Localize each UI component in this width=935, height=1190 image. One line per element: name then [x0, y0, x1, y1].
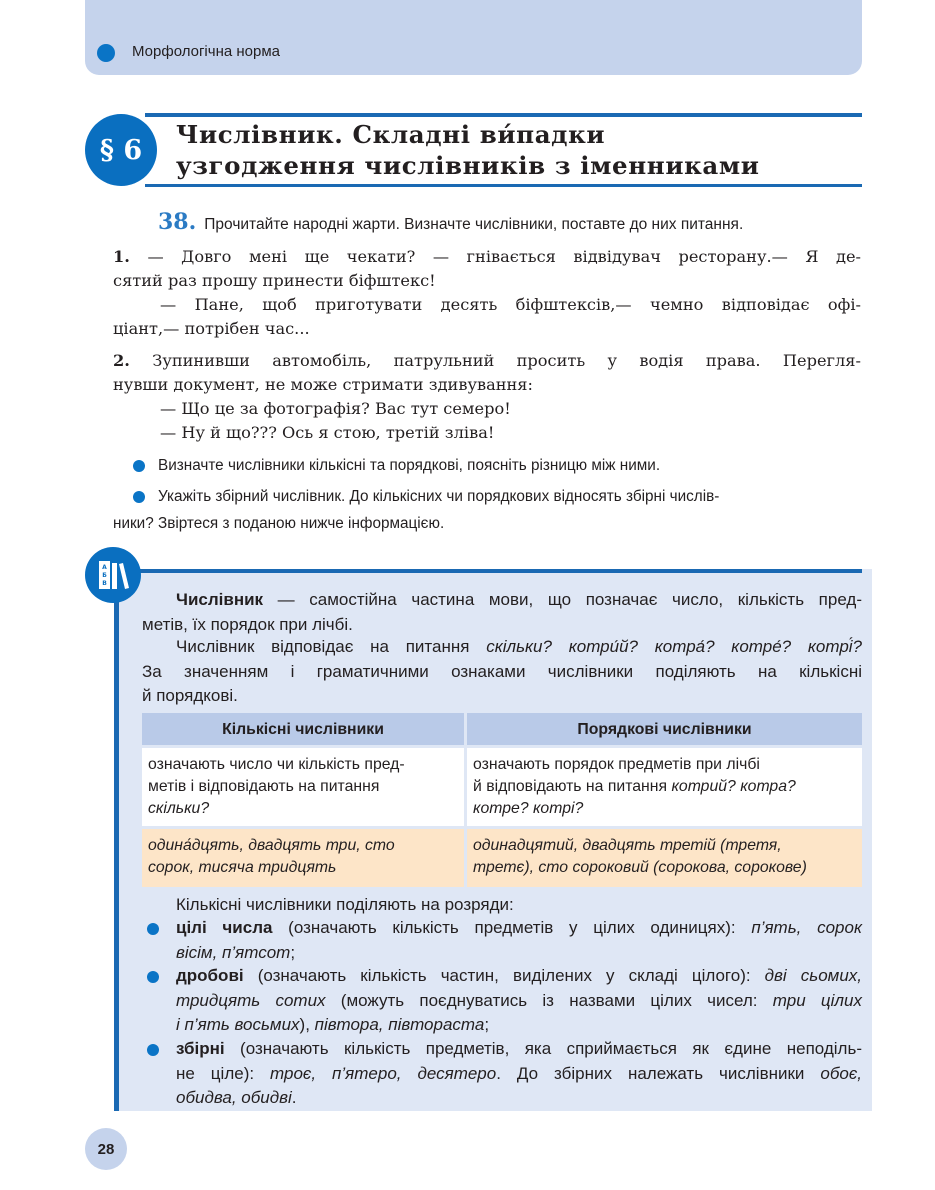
term-chyslivnyk: Числівник — [176, 590, 264, 609]
exercise-number: 38. — [158, 209, 197, 235]
kind-fractional-text3: ), — [299, 1015, 315, 1034]
page-number: 28 — [85, 1128, 127, 1170]
questions-paragraph — [142, 635, 862, 709]
table-cell — [142, 829, 464, 887]
kind-collective-text2: не ціле): — [176, 1063, 271, 1083]
info-box-rule — [138, 569, 862, 573]
kind-collective-term: збірні — [176, 1039, 225, 1058]
cell-question: котрий? котра? — [671, 778, 796, 795]
table-header-cardinal: Кількісні числівники — [142, 713, 464, 745]
kind-whole-example: п’ять, сорок — [751, 918, 862, 937]
questions-line3: й порядкові. — [142, 686, 238, 705]
kind-fractional-example: дві сьомих, — [764, 966, 862, 985]
books-abv-icon — [85, 547, 141, 603]
kind-whole: цілі числа (означають кількість предметів у цілих одиницях): п’ять, сорок вісім, п’ятсот; — [176, 918, 862, 962]
bullet-dot-icon — [147, 1044, 159, 1056]
cell-line: скільки? — [148, 800, 210, 817]
table-header-row — [142, 713, 862, 745]
section-name: Морфологічна норма — [132, 43, 281, 60]
definition-line2: метів, їх порядок при лічбі. — [142, 614, 353, 634]
kind-fractional-example5: півтора, півтораста — [314, 1015, 485, 1034]
definition-line1: — самостійна частина мови, що позначає число, кількість пред- — [263, 590, 862, 609]
cell-line: означають порядок предметів при лічбі — [473, 756, 760, 773]
table-cell — [142, 748, 464, 826]
task-1: Визначте числівники кількісні та порядкові, поясніть різницю між ними. — [158, 457, 661, 474]
bullet-dot-icon — [133, 460, 145, 472]
cell-line: котре? котрі? — [473, 800, 584, 817]
cell-line: одина́дцять, двадцять три, сто — [148, 837, 395, 854]
page-title-line2: узгодження числівників з іменниками — [176, 151, 760, 180]
exercise-instruction — [158, 209, 743, 235]
cell-line — [473, 776, 856, 798]
joke-1-number: 1. — [113, 247, 130, 266]
bullet-dot-icon — [97, 44, 115, 62]
kind-fractional-text2: (можуть поєднуватись із назвами цілих чисел: — [325, 990, 773, 1010]
questions-list: скільки? котри́й? котра́? котре́? котрі́? — [486, 637, 863, 656]
kind-fractional-example4: і п’ять восьмих — [176, 1015, 300, 1034]
exercise-text: Прочитайте народні жарти. Визначте числівники, поставте до них питання. — [204, 216, 744, 233]
joke-2-line3: — Що це за фотографія? Вас тут семеро! — [160, 399, 511, 418]
svg-text:А: А — [102, 564, 107, 571]
title-rule-top — [145, 113, 862, 117]
cell-line: третє), сто сороковий (сорокова, сорокове) — [473, 859, 807, 876]
joke-1-line2: сятий раз прошу принести біфштекс! — [113, 271, 436, 290]
definition-paragraph — [142, 588, 862, 637]
table-header-ordinal: Порядкові числівники — [467, 713, 862, 745]
cell-line: означають число чи кількість пред- — [148, 756, 405, 773]
svg-text:Б: Б — [102, 572, 107, 579]
task-2-line2: ники? Звіртеся з поданою нижче інформацією. — [113, 515, 445, 532]
bullet-dot-icon — [147, 923, 159, 935]
joke-2 — [113, 349, 861, 445]
kind-whole-term: цілі числа — [176, 918, 273, 937]
cell-line: метів і відповідають на питання — [148, 778, 380, 795]
joke-1-line3: — Пане, щоб приготувати десять біфштексів,— чемно відповідає офі- — [160, 295, 861, 314]
task-2 — [113, 483, 861, 537]
cell-line: сорок, тисяча тридцять — [148, 859, 337, 876]
bullet-dot-icon — [147, 971, 159, 983]
cell-text: й відповідають на питання — [473, 778, 672, 795]
kind-collective-text: (означають кількість предметів, яка сприймається як єдине неподіль- — [224, 1039, 862, 1058]
numeral-types-table — [142, 713, 862, 887]
kind-fractional-example3: три цілих — [772, 990, 862, 1010]
header-band — [85, 0, 862, 75]
joke-1-line1: — Довго мені ще чекати? — гнівається відвідувач ресторану.— Я де- — [147, 247, 861, 266]
kind-collective-example: троє, п’ятеро, десятеро — [270, 1063, 497, 1083]
kind-fractional-example2: тридцять сотих — [176, 990, 326, 1010]
table-row — [142, 745, 862, 826]
questions-line2: За значенням і граматичними ознаками числівники поділяють на кількісні — [142, 661, 862, 681]
kind-collective-example3: обидва, обидві — [176, 1088, 292, 1107]
joke-2-line2: нувши документ, не може стримати здивування: — [113, 375, 533, 394]
kind-collective-text3: . До збірних належать числівники — [496, 1063, 821, 1083]
table-cell — [467, 829, 862, 887]
kind-collective-example2: обоє, — [820, 1063, 863, 1083]
kinds-intro: Кількісні числівники поділяють на розряди: — [176, 895, 514, 914]
joke-2-line4: — Ну й що??? Ось я стою, третій зліва! — [160, 423, 495, 442]
table-row — [142, 826, 862, 887]
table-cell — [467, 748, 862, 826]
section-badge: § 6 — [85, 114, 157, 186]
cell-line: одинадцятий, двадцять третій (третя, — [473, 837, 782, 854]
kind-fractional-term: дробові — [176, 966, 244, 985]
svg-text:В: В — [102, 580, 107, 587]
kind-fractional: дробові (означають кількість частин, виділених у складі цілого): дві сьомих, тридцять сотих (можуть поєднуватись із назвами цілих чисел: три цілих і п’ять восьмих), півтора, півтораста; — [176, 966, 862, 1034]
kind-fractional-text: (означають кількість частин, виділених у складі цілого): — [243, 966, 765, 985]
task-2-line1: Укажіть збірний числівник. До кількісних чи порядкових відносять збірні числів- — [158, 488, 720, 505]
kind-whole-example2: вісім, п’ятсот — [176, 942, 291, 962]
questions-line1: Числівник відповідає на питання — [176, 637, 487, 656]
page-title — [176, 119, 856, 181]
joke-2-number: 2. — [113, 351, 130, 370]
joke-1 — [113, 245, 861, 341]
page-title-line1: Числівник. Складні ви́падки — [176, 120, 606, 149]
joke-1-line4: ціант,— потрібен час... — [113, 319, 310, 338]
title-rule-bottom — [145, 184, 862, 187]
joke-2-line1: Зупинивши автомобіль, патрульний просить у водія права. Перегля- — [152, 351, 861, 370]
kind-collective: збірні (означають кількість предметів, яка сприймається як єдине неподіль- не ціле): троє, п’ятеро, десятеро. До збірних належать числівники обоє, обидва, обидві. — [176, 1039, 863, 1107]
kind-whole-text: (означають кількість предметів у цілих одиницях): — [272, 918, 752, 937]
